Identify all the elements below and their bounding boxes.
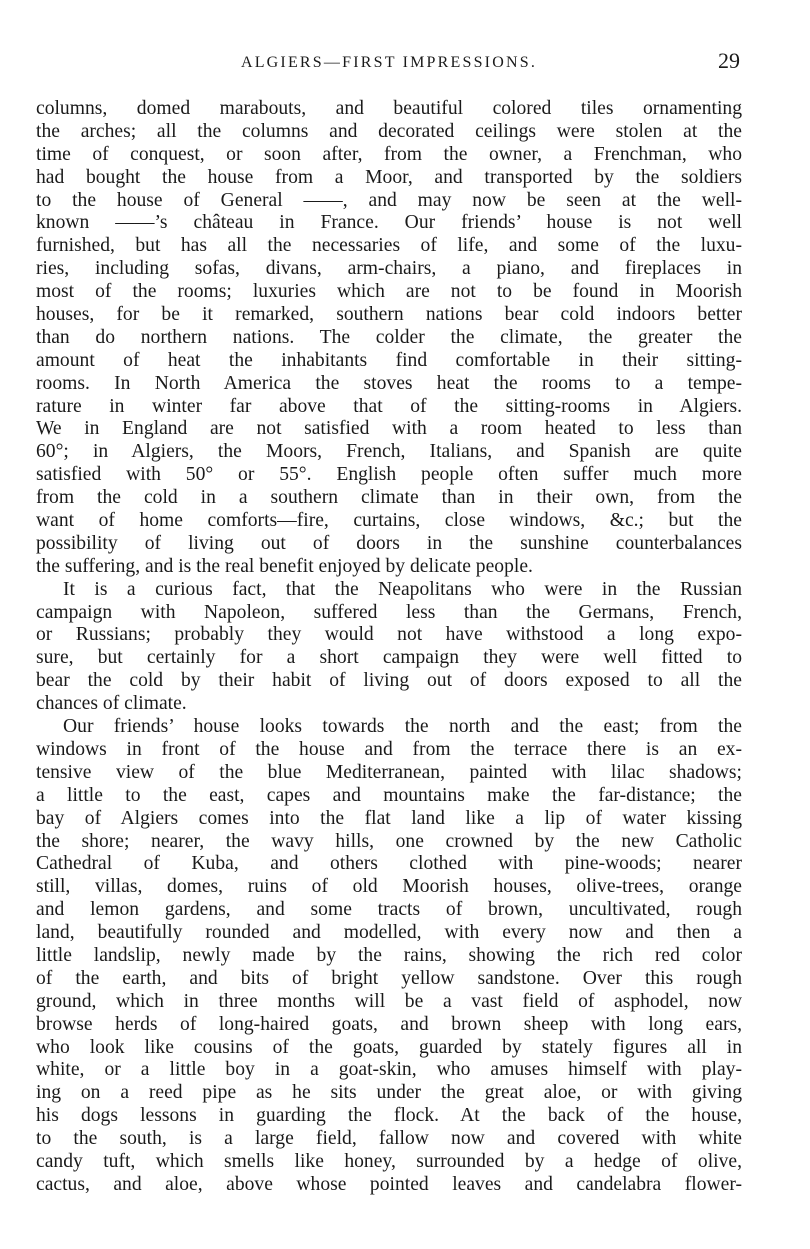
text-line: tensive view of the blue Mediterranean, painted with lilac shadows; (36, 761, 742, 783)
text-line: the arches; all the columns and decorated ceilings were stolen at the (36, 120, 742, 142)
text-line: chances of climate. (36, 693, 187, 715)
text-line: browse herds of long-haired goats, and brown sheep with long ears, (36, 1013, 742, 1035)
text-line: windows in front of the house and from the terrace there is an ex- (36, 738, 742, 760)
running-head: ALGIERS—FIRST IMPRESSIONS. (240, 54, 538, 71)
text-line: time of conquest, or soon after, from the owner, a Frenchman, who (36, 143, 742, 165)
text-line: Our friends’ house looks towards the north and the east; from the (63, 716, 742, 738)
text-line: campaign with Napoleon, suffered less than the Germans, French, (36, 601, 742, 623)
text-line: little landslip, newly made by the rains, showing the rich red color (36, 944, 742, 966)
text-line: who look like cousins of the goats, guarded by stately figures all in (36, 1036, 742, 1058)
text-line: sure, but certainly for a short campaign they were well fitted to (36, 647, 742, 669)
text-line: It is a curious fact, that the Neapolitans who were in the Russian (63, 578, 742, 600)
text-line: We in England are not satisfied with a room heated to less than (36, 418, 742, 440)
text-line: most of the rooms; luxuries which are not to be found in Moorish (36, 281, 742, 303)
text-line: furnished, but has all the necessaries of life, and some of the luxu- (36, 235, 742, 257)
text-line: his dogs lessons in guarding the flock. At the back of the house, (36, 1105, 742, 1127)
text-line: a little to the east, capes and mountains make the far-distance; the (36, 784, 742, 806)
text-line: bay of Algiers comes into the flat land like a lip of water kissing (36, 807, 742, 829)
text-line: rature in winter far above that of the sitting-rooms in Algiers. (36, 395, 742, 417)
text-line: 60°; in Algiers, the Moors, French, Italians, and Spanish are quite (36, 441, 742, 463)
text-line: had bought the house from a Moor, and transported by the soldiers (36, 166, 742, 188)
text-line: ries, including sofas, divans, arm-chairs, a piano, and fireplaces in (36, 258, 742, 280)
text-line: of the earth, and bits of bright yellow sandstone. Over this rough (36, 967, 742, 989)
text-line: the shore; nearer, the wavy hills, one crowned by the new Catholic (36, 830, 742, 852)
text-line: columns, domed marabouts, and beautiful colored tiles ornamenting (36, 98, 742, 119)
text-line: satisfied with 50° or 55°. English people often suffer much more (36, 464, 742, 486)
text-line: cactus, and aloe, above whose pointed leaves and candelabra flower- (36, 1173, 742, 1195)
text-line: still, villas, domes, ruins of old Moorish houses, olive-trees, orange (36, 876, 742, 898)
text-line: candy tuft, which smells like honey, surrounded by a hedge of olive, (36, 1150, 742, 1172)
body-text (36, 98, 742, 1197)
text-line: ing on a reed pipe as he sits under the great aloe, or with giving (36, 1082, 742, 1104)
text-line: than do northern nations. The colder the climate, the greater the (36, 326, 742, 348)
text-line: and lemon gardens, and some tracts of brown, uncultivated, rough (36, 899, 742, 921)
text-line: amount of heat the inhabitants find comfortable in their sitting- (36, 349, 742, 371)
text-line: Cathedral of Kuba, and others clothed with pine-woods; nearer (36, 853, 742, 875)
page-number: 29 (718, 48, 740, 73)
text-line: land, beautifully rounded and modelled, with every now and then a (36, 922, 742, 944)
text-line: ground, which in three months will be a vast field of asphodel, now (36, 990, 742, 1012)
text-line: bear the cold by their habit of living out of doors exposed to all the (36, 670, 742, 692)
page-header (36, 48, 742, 78)
text-line: white, or a little boy in a goat-skin, who amuses himself with play- (36, 1059, 742, 1081)
text-line: or Russians; probably they would not have withstood a long expo- (36, 624, 742, 646)
text-line: rooms. In North America the stoves heat the rooms to a tempe- (36, 372, 742, 394)
text-line: to the south, is a large field, fallow now and covered with white (36, 1128, 742, 1150)
text-line: to the house of General ——, and may now be seen at the well- (36, 189, 742, 211)
text-line: from the cold in a southern climate than in their own, from the (36, 487, 742, 509)
text-line: houses, for be it remarked, southern nations bear cold indoors better (36, 304, 742, 326)
text-line: possibility of living out of doors in the sunshine counterbalances (36, 532, 742, 554)
text-line: want of home comforts—fire, curtains, close windows, &c.; but the (36, 510, 742, 532)
text-line: the suffering, and is the real benefit enjoyed by delicate people. (36, 555, 533, 577)
text-line: known ——’s château in France. Our friends’ house is not well (36, 212, 742, 234)
